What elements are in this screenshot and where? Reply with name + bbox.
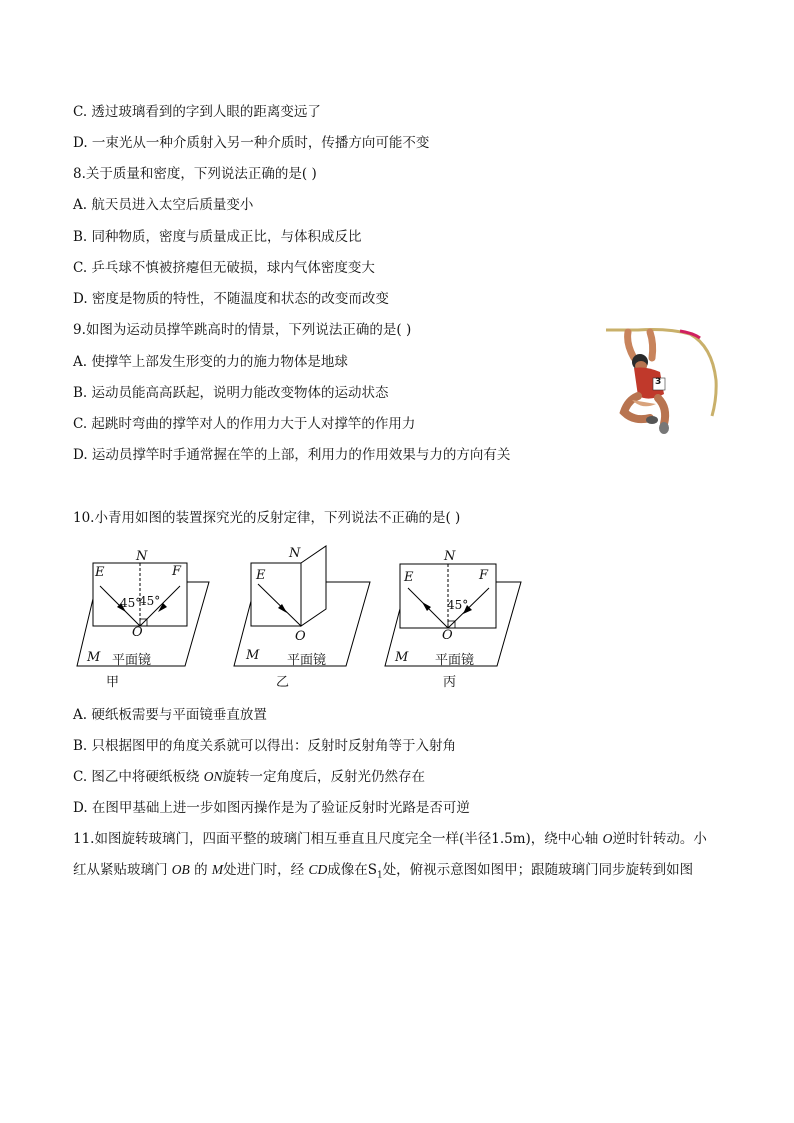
- label-e: E: [404, 570, 414, 585]
- q8-option-b: B. 同种物质，密度与质量成正比，与体积成反比: [73, 229, 362, 245]
- q11-text: 11.如图旋转玻璃门，四面平整的玻璃门相互垂直且尺度完全一样(半径1.5m)，绕中心轴: [73, 831, 603, 847]
- caption-yi: 乙: [276, 675, 290, 690]
- label-angle: 45°: [447, 598, 469, 612]
- bib-number: 3: [655, 377, 662, 387]
- q11-subscript: 1: [376, 870, 383, 881]
- label-mirror: 平面镜: [112, 653, 152, 668]
- figure-yi: [232, 544, 372, 688]
- label-e: E: [256, 568, 266, 583]
- q11-text: 逆时针转动。小: [612, 831, 707, 847]
- q11-line-1: [73, 830, 707, 848]
- q8-stem: 8.关于质量和密度，下列说法正确的是( ): [73, 166, 317, 182]
- q11-var-cd: CD: [308, 862, 328, 877]
- label-o: O: [442, 628, 453, 643]
- q9-option-b: B. 运动员能高高跃起，说明力能改变物体的运动状态: [73, 385, 389, 401]
- q10-option-b: B. 只根据图甲的角度关系就可以得出：反射时反射角等于入射角: [73, 738, 457, 754]
- label-e: E: [95, 565, 105, 580]
- q11-text: 处，俯视示意图如图甲；跟随玻璃门同步旋转到如图: [382, 862, 694, 878]
- label-o: O: [295, 629, 306, 644]
- q9-option-c: C. 起跳时弯曲的撑竿对人的作用力大于人对撑竿的作用力: [73, 416, 416, 432]
- q11-text: 的: [189, 862, 212, 878]
- q9-option-d: D. 运动员撑竿时手通常握在竿的上部，利用力的作用效果与力的方向有关: [73, 447, 511, 463]
- label-n: N: [136, 549, 148, 564]
- q11-var-o: O: [602, 831, 613, 846]
- label-n: N: [444, 549, 456, 564]
- q8-option-a: A. 航天员进入太空后质量变小: [73, 197, 254, 213]
- label-m: M: [246, 648, 260, 663]
- label-f: F: [479, 568, 489, 583]
- q8-option-c: C. 乒乓球不慎被挤瘪但无破损，球内气体密度变大: [73, 260, 375, 276]
- label-angle-left: 45°: [120, 596, 142, 610]
- q9-option-a: A. 使撑竿上部发生形变的力的施力物体是地球: [73, 354, 348, 370]
- q10-option-c: [73, 768, 425, 786]
- q10-option-a: A. 硬纸板需要与平面镜垂直放置: [73, 707, 267, 723]
- q11-text: 成像在S: [327, 862, 377, 878]
- label-o: O: [132, 625, 143, 640]
- pole-vault-image: [598, 320, 724, 438]
- label-m: M: [395, 650, 409, 665]
- q7-option-d: D. 一束光从一种介质射入另一种介质时，传播方向可能不变: [73, 135, 430, 151]
- q9-stem: 9.如图为运动员撑竿跳高时的情景，下列说法正确的是( ): [73, 322, 412, 338]
- caption-jia: 甲: [106, 675, 120, 690]
- q10-stem: 10.小青用如图的装置探究光的反射定律，下列说法不正确的是( ): [73, 510, 461, 526]
- q11-text: 红从紧贴玻璃门: [73, 862, 172, 878]
- q7-option-c: C. 透过玻璃看到的字到人眼的距离变远了: [73, 104, 321, 120]
- label-mirror: 平面镜: [287, 653, 327, 668]
- label-m: M: [87, 650, 101, 665]
- q10-option-d: D. 在图甲基础上进一步如图丙操作是为了验证反射时光路是否可逆: [73, 800, 470, 816]
- q8-option-d: D. 密度是物质的特性，不随温度和状态的改变而改变: [73, 291, 389, 307]
- q11-var-m: M: [211, 862, 224, 877]
- label-mirror: 平面镜: [435, 653, 475, 668]
- label-n: N: [289, 546, 301, 561]
- q10-c-var: ON: [203, 769, 223, 784]
- q11-line-2: [73, 861, 693, 885]
- figure-bing: [383, 548, 523, 688]
- q10-c-pre: C. 图乙中将硬纸板绕: [73, 769, 204, 785]
- caption-bing: 丙: [443, 675, 457, 690]
- figure-jia: [73, 548, 213, 688]
- q11-text: 处进门时，经: [223, 862, 309, 878]
- q11-var-ob: OB: [171, 862, 190, 877]
- label-f: F: [172, 564, 182, 579]
- label-angle-right: 45°: [139, 594, 161, 608]
- q10-c-post: 旋转一定角度后，反射光仍然存在: [222, 769, 425, 785]
